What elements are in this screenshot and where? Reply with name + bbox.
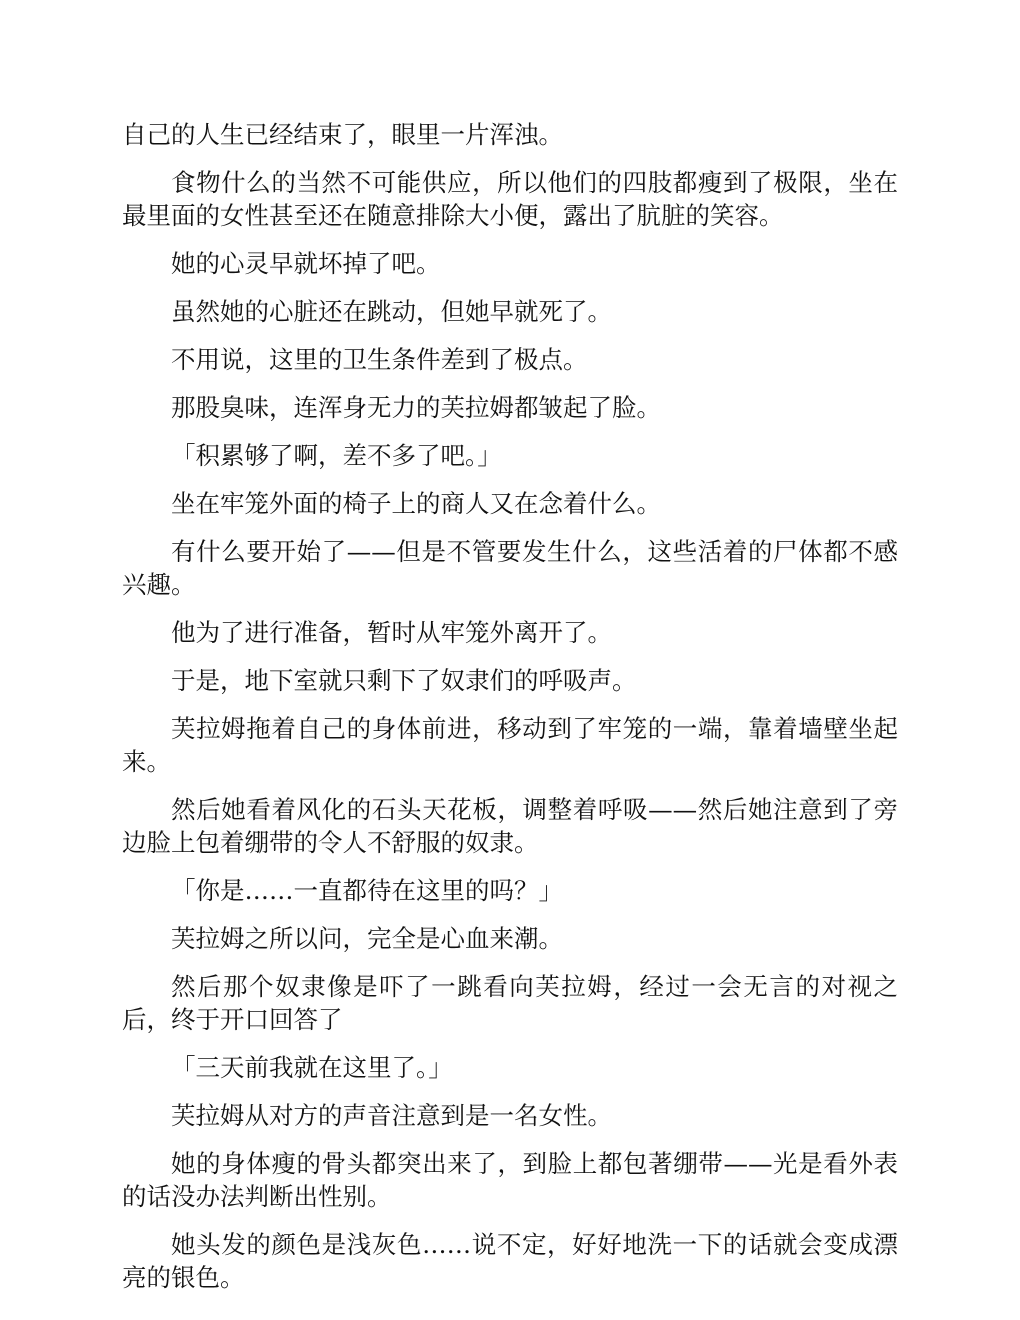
paragraph: 虽然她的心脏还在跳动，但她早就死了。: [171, 297, 612, 326]
paragraph: 然后她看着风化的石头天花板，调整着呼吸——然后她注意到了旁边脸上包着绷带的令人不舒服的奴隶。: [122, 795, 898, 857]
paragraph: 她的身体瘦的骨头都突出来了，到脸上都包著绷带——光是看外表的话没办法判断出性别。: [122, 1149, 898, 1211]
paragraph: 「积累够了啊，差不多了吧。」: [171, 441, 502, 470]
paragraph: 坐在牢笼外面的椅子上的商人又在念着什么。: [171, 489, 661, 518]
paragraph: 她的心灵早就坏掉了吧。: [171, 249, 441, 278]
paragraph: 那股臭味，连浑身无力的芙拉姆都皱起了脸。: [171, 393, 661, 422]
paragraph: 于是，地下室就只剩下了奴隶们的呼吸声。: [171, 666, 637, 695]
page-body: [122, 118, 898, 1309]
paragraph: 然后那个奴隶像是吓了一跳看向芙拉姆，经过一会无言的对视之后，终于开口回答了: [122, 972, 898, 1034]
paragraph: 芙拉姆拖着自己的身体前进，移动到了牢笼的一端，靠着墙壁坐起来。: [122, 714, 898, 776]
paragraph: 他为了进行准备，暂时从牢笼外离开了。: [171, 618, 612, 647]
paragraph: 她头发的颜色是浅灰色……说不定，好好地洗一下的话就会变成漂亮的银色。: [122, 1230, 898, 1292]
paragraph: 「你是……一直都待在这里的吗？」: [171, 876, 563, 905]
paragraph: 食物什么的当然不可能供应，所以他们的四肢都瘦到了极限，坐在最里面的女性甚至还在随意排除大小便，露出了肮脏的笑容。: [122, 168, 898, 230]
paragraph: 自己的人生已经结束了，眼里一片浑浊。: [122, 120, 563, 149]
paragraph: 不用说，这里的卫生条件差到了极点。: [171, 345, 588, 374]
paragraph: 「三天前我就在这里了。」: [171, 1053, 453, 1082]
paragraph: 有什么要开始了——但是不管要发生什么，这些活着的尸体都不感兴趣。: [122, 537, 898, 599]
paragraph: 芙拉姆从对方的声音注意到是一名女性。: [171, 1101, 612, 1130]
paragraph: 芙拉姆之所以问，完全是心血来潮。: [171, 924, 563, 953]
